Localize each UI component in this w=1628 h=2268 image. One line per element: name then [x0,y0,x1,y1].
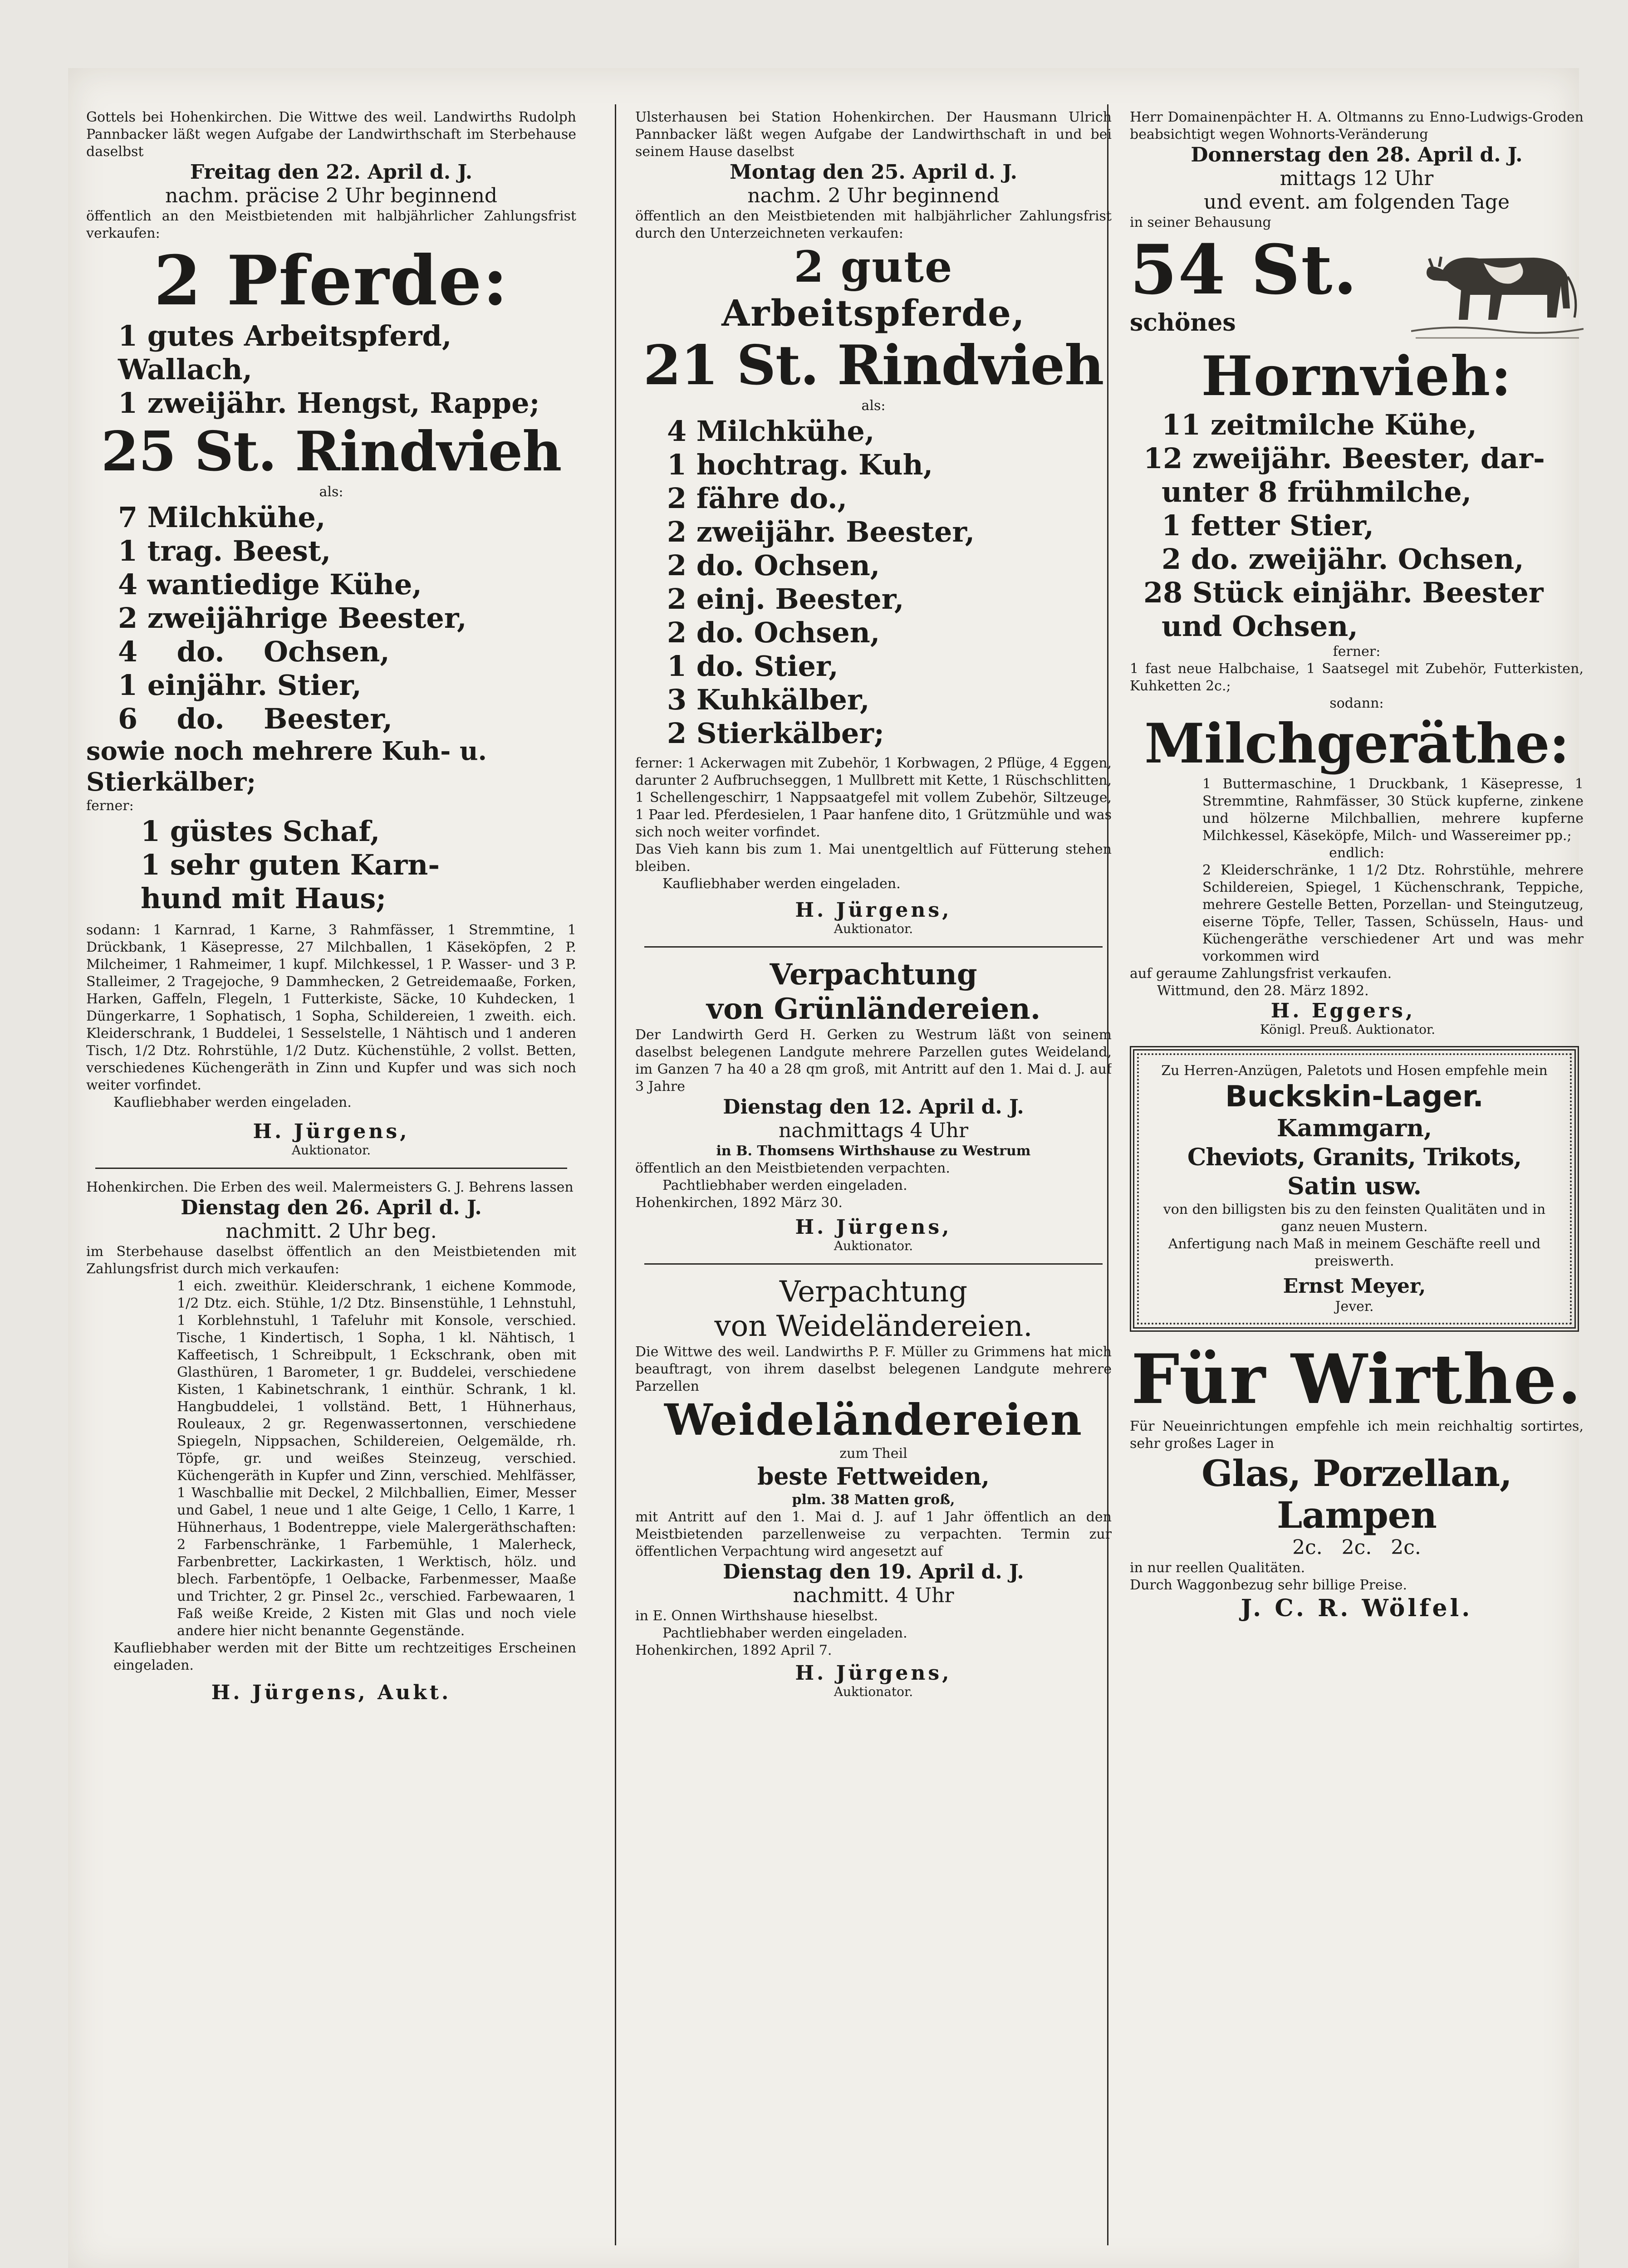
ad-body: mit Antritt auf den 1. Mai d. J. auf 1 Jahr öffentlich an den Meistbietenden parzellenweise zu verpachten. Termin zur öffentlichen Verpachtung wird angesetzt auf [635,1509,1112,1559]
ad-signature: J. C. R. Wölfel. [1241,1594,1473,1622]
list-item: 1 gutes Arbeitspferd, Wallach, [118,319,452,386]
lease-ad-weidelaendereien [635,1275,1112,1699]
ad-label: endlich: [1329,845,1384,861]
ad-time: mittags 12 Uhr [1280,167,1434,190]
ad-invite: Kaufliebhaber werden eingeladen. [113,1095,352,1110]
ad-signature: Ernst Meyer, [1283,1275,1426,1298]
auction-ad-ulsterhausen [635,109,1112,936]
list-item: 2 do. Ochsen, [667,616,880,649]
ad-divider [644,946,1103,948]
list-item: 1 zweijähr. Hengst, Rappe; [118,386,540,420]
ad-label: ferner: [86,798,134,814]
ad-label: als: [861,398,886,414]
ad-signature-title: Jever. [1335,1299,1374,1315]
list-item: 1 fetter Stier, [1162,509,1374,542]
ad-terms: öffentlich an den Meistbietenden verpachten. [635,1160,950,1176]
ad-list: 1 eich. zweithür. Kleiderschrank, 1 eichene Kommode, 1/2 Dtz. eich. Stühle, 1/2 Dtz. Binsenstühle, 1 Lehnstuhl, 1 Korblehnstuhl, 1 Tafeluhr mit Konsole, verschied. Tische, 1 Kindertisch, 1 Sopha, 1 kl. Nähtisch, 1 Kaffeetisch, 1 Schreibpult, 1 Eckschrank, oben mit Glasthüren, 1 Barometer, 1 gr. Buddelei, verschiedene Kisten, 1 Kabinetschrank, 1 einthür. Schrank, 1 kl. Hangbuddelei, 1 vollständ. Bett, 1 Hühnerhaus, Rouleaux, 2 gr. Regenwassertonnen, verschiedene Spiegeln, Nippsachen, Schildereien, Oelgemälde, rh. Töpfe, gr. und weißes Steinzeug, verschied. Küchengeräth in Kupfer und Zinn, verschied. Mehlfässer, 1 Waschballie mit Deckel, 2 Milchballien, Eimer, Messer und Gabel, 1 neue und 1 alte Geige, 1 Cello, 1 Karre, 1 Hühnerhaus, 1 Bodentreppe, viele Malergeräthschaften: 2 Farbenschränke, 1 Farbemühle, 1 Malerheck, Farbenbretter, Lackirkasten, 1 Werktisch, hölz. und blech. Farbentöpfe, 1 Oelbacke, Farbenmesser, Maaße und Trichter, 2 gr. Pinsel 2c., verschied. Farbewaaren, 1 Faß weiße Kreide, 2 Kisten mit Glas und noch viele andere hier nicht benannte Gegenstände. [177,1278,576,1639]
ad-date: Dienstag den 19. April d. J. [723,1560,1024,1584]
ad-time-next: und event. am folgenden Tage [1204,191,1510,214]
column-1 [86,109,576,2236]
ad-time: nachm. 2 Uhr beginnend [747,184,1000,207]
ad-title: Verpachtung [770,958,977,992]
ad-label: schönes [1130,309,1236,337]
ad-intro: Herr Domainenpächter H. A. Oltmanns zu Enno-Ludwigs-Groden beabsichtigt wegen Wohnorts-Veränderung [1130,109,1584,142]
auction-ad-gottels [86,109,576,1158]
ad-body: Die Wittwe des weil. Landwirths P. F. Müller zu Grimmens hat mich beauftragt, von ihrem daselbst belegenen Landgute mehrere Parzellen [635,1344,1112,1394]
ad-signature: H. Jürgens, [795,899,952,922]
ad-label: sodann: [1329,695,1384,711]
ad-signature: H. Jürgens, [795,1216,952,1239]
list-item: 1 do. Stier, [667,650,839,683]
list-item: 4 wantiedige Kühe, [118,568,422,601]
list-item: 6 do. Beester, [118,702,393,735]
ad-divider [644,1263,1103,1265]
wirthe-ad [1130,1341,1584,1623]
list-item: 2 einj. Beester, [667,582,904,616]
ad-body: Für Neueinrichtungen empfehle ich mein reichhaltig sortirtes, sehr großes Lager in [1130,1418,1584,1452]
list-item: 2 do. Ochsen, [667,549,880,582]
ad-terms: öffentlich an den Meistbietenden mit halbjährlicher Zahlungsfrist durch den Unterzeichneten verkaufen: [635,208,1112,241]
ad-time: nachmitt. 2 Uhr beg. [226,1220,437,1243]
ad-divider [95,1168,567,1169]
ad-subhead: Cheviots, Granits, Trikots, [1187,1144,1522,1171]
list-item: unter 8 frühmilche, [1162,475,1472,508]
list-item: 11 zeitmilche Kühe, [1162,408,1477,441]
list-item: 2 Stierkälber; [667,717,884,750]
ad-headline: 54 St. [1130,230,1358,310]
ad-body: Durch Waggonbezug sehr billige Preise. [1130,1577,1407,1593]
column-3 [1130,109,1584,2236]
newspaper-page [68,68,1584,2268]
ad-intro: Hohenkirchen. Die Erben des weil. Malermeisters G. J. Behrens lassen [86,1179,574,1195]
column-divider [615,104,616,2245]
list-item: 28 Stück einjähr. Beester [1143,576,1544,609]
ad-subhead: Glas, Porzellan, Lampen [1201,1452,1512,1536]
ad-signature-title: Auktionator. [834,1684,913,1699]
ad-subhead: beste Fettweiden, [757,1463,990,1491]
list-item: 12 zweijähr. Beester, dar- [1143,442,1545,475]
ad-headline: Für Wirthe. [1131,1339,1582,1419]
ad-body: ferner: 1 Ackerwagen mit Zubehör, 1 Korbwagen, 2 Pflüge, 4 Eggen, darunter 2 Aufbruchseggen, 1 Mullbrett mit Kette, 1 Rüschschlitten, 1 Schellengeschirr, 1 Nappsaatgefel mit vollem Zubehör, Siltzeuge, 1 Paar led. Pferdesielen, 1 Paar hanfene dito, 1 Grützmühle und was sich noch weiter vorfindet. [635,755,1112,840]
list-item: 2 do. zweijähr. Ochsen, [1162,543,1524,576]
ad-date: Montag den 25. April d. J. [730,161,1017,184]
ad-date: Dienstag den 12. April d. J. [723,1095,1024,1119]
ad-place: in seiner Behausung [1130,215,1271,230]
ad-label: ferner: [1333,644,1381,660]
column-2 [635,109,1112,2236]
ad-place: in B. Thomsens Wirthshause zu Westrum [716,1143,1031,1159]
auction-ad-hohenkirchen [86,1179,576,1704]
list-item: 2 zweijähr. Beester, [667,515,975,548]
ad-headline: Hornvieh: [1201,344,1512,408]
cow-illustration [1411,227,1584,345]
ad-list: 1 Buttermaschine, 1 Druckbank, 1 Käsepresse, 1 Stremmtine, Rahmfässer, 30 Stück kupferne, zinkene und hölzerne Milchballien, mehrere kupferne Milchkessel, Käseköpfe, Milch- und Wassereimer pp.; [1202,776,1584,844]
ad-signature-title: Königl. Preuß. Auktionator. [1260,1022,1436,1037]
ad-dateline: Wittmund, den 28. März 1892. [1157,983,1369,999]
buckskin-ad-frame [1130,1046,1579,1332]
ad-time: nachm. präcise 2 Uhr beginnend [165,184,498,207]
ad-intro: Ulsterhausen bei Station Hohenkirchen. Der Hausmann Ulrich Pannbacker läßt wegen Aufgabe der Landwirthschaft in und bei seinem Hause daselbst [635,109,1112,160]
ad-headline: Arbeitspferde, [721,292,1025,334]
ad-intro: Zu Herren-Anzügen, Paletots und Hosen empfehle mein [1161,1063,1548,1079]
ad-invite: Pachtliebhaber werden eingeladen. [662,1625,907,1641]
ad-invite: Pachtliebhaber werden eingeladen. [662,1178,907,1193]
ad-signature: H. Jürgens, [795,1662,952,1685]
ad-title: Verpachtung [779,1275,968,1309]
ad-dateline: Hohenkirchen, 1892 April 7. [635,1642,832,1658]
ad-title: von Grünländereien. [706,992,1041,1026]
ad-place: in E. Onnen Wirthshause hieselbst. [635,1608,878,1624]
list-item: 4 Milchkühe, [667,415,875,448]
auction-ad-oltmanns [1130,109,1584,1037]
ad-size: plm. 38 Matten groß, [792,1492,955,1508]
ad-signature: H. Jürgens, Aukt. [211,1681,451,1704]
ad-signature: H. Jürgens, [253,1120,410,1143]
ad-date: Freitag den 22. April d. J. [190,161,473,184]
list-item: 1 einjähr. Stier, [118,669,362,702]
list-item: 7 Milchkühe, [118,501,326,534]
list-item: 1 trag. Beest, [118,534,331,567]
ad-label: als: [319,484,343,500]
ad-terms: auf geraume Zahlungsfrist verkaufen. [1130,966,1392,982]
ad-time: nachmittags 4 Uhr [778,1119,969,1142]
ad-dateline: Hohenkirchen, 1892 März 30. [635,1195,843,1211]
ad-body: sodann: 1 Karnrad, 1 Karne, 3 Rahmfässer, 1 Stremmtine, 1 Drückbank, 1 Käsepresse, 27 Milchballen, 1 Käseköpfen, 2 P. Milcheimer, 1 Rahmeimer, 1 kupf. Milchkessel, 1 P. Wasser- und 3 P. Stalleimer, 2 Tragejoche, 9 Dammhecken, 2 Getreidemaaße, Forken, Harken, Gaffeln, Flegeln, 1 Futterkiste, Säcke, 10 Kuhdecken, 1 Düngerkarre, 1 Sophatisch, 1 Sopha, Schildereien, 1 zweith. eich. Kleiderschrank, 1 Buddelei, 1 Sesselstelle, 1 Nähtisch und 1 anderen Tisch, 1/2 Dtz. Rohrstühle, 1/2 Dutz. Küchenstühle, 2 vollst. Betten, verschiedenes Küchengeräth in Zinn und Kupfer und was sich noch weiter vorfindet. [86,922,576,1093]
list-item: 3 Kuhkälber, [667,683,870,716]
ad-headline: 25 St. Rindvieh [101,420,562,484]
ad-headline: Weideländereien [664,1395,1083,1445]
ad-etc: 2c. 2c. 2c. [1292,1536,1421,1559]
list-item: hund mit Haus; [141,882,387,915]
ad-date: Donnerstag den 28. April d. J. [1191,143,1523,166]
ad-body: in nur reellen Qualitäten. [1130,1560,1305,1576]
ad-subhead: Satin usw. [1287,1173,1422,1200]
ad-invite: Kaufliebhaber werden mit der Bitte um rechtzeitiges Erscheinen eingeladen. [113,1640,576,1673]
ad-intro: Gottels bei Hohenkirchen. Die Wittwe des weil. Landwirths Rudolph Pannbacker läßt wegen Aufgabe der Landwirthschaft im Sterbehause daselbst [86,109,576,160]
ad-subhead: Kammgarn, [1276,1114,1432,1142]
list-item: 4 do. Ochsen, [118,635,390,668]
ad-body: Der Landwirth Gerd H. Gerken zu Westrum läßt von seinem daselbst belegenen Landgute mehrere Parzellen gutes Weideland, im Ganzen 7 ha 40 a 28 qm groß, mit Antritt auf den 1. Mai d. J. auf 3 Jahre [635,1027,1112,1095]
ad-body: von den billigsten bis zu den feinsten Qualitäten und in ganz neuen Mustern. [1163,1202,1546,1235]
ad-signature-title: Auktionator. [834,1238,913,1253]
ad-signature-title: Auktionator. [834,921,913,936]
ad-body: 1 fast neue Halbchaise, 1 Saatsegel mit Zubehör, Futterkisten, Kuhketten 2c.; [1130,661,1584,694]
list-item: 2 fähre do., [667,482,848,515]
list-item: und Ochsen, [1162,610,1358,643]
ad-title: von Weideländereien. [714,1310,1033,1343]
ad-note: Das Vieh kann bis zum 1. Mai unentgeltlich auf Fütterung stehen bleiben. [635,841,1112,875]
ad-headline: Buckskin-Lager. [1225,1080,1484,1114]
list-item: 1 sehr guten Karn- [141,848,440,881]
ad-headline: 2 Pferde: [153,241,509,321]
ad-headline: 21 St. Rindvieh [643,333,1104,397]
ad-headline: 2 gute [794,242,953,292]
list-item: 2 zweijährige Beester, [118,601,467,635]
list-item: 1 güstes Schaf, [141,815,380,848]
ad-time: nachmitt. 4 Uhr [793,1584,954,1607]
ad-date: Dienstag den 26. April d. J. [181,1196,482,1219]
ad-headline: Milchgeräthe: [1144,712,1569,776]
ad-signature-title: Auktionator. [291,1143,371,1158]
ad-invite: Kaufliebhaber werden eingeladen. [662,876,901,892]
ad-signature: H. Eggers, [1270,999,1416,1022]
ad-body: Anfertigung nach Maß in meinem Geschäfte reell und preiswerth. [1168,1236,1541,1269]
lease-ad-gruenlaendereien [635,958,1112,1253]
ad-terms: im Sterbehause daselbst öffentlich an den Meistbietenden mit Zahlungsfrist durch mich verkaufen: [86,1244,576,1277]
list-item: 1 hochtrag. Kuh, [667,448,933,481]
list-item: sowie noch mehrere Kuh- u. Stierkälber; [86,736,487,797]
ad-terms: öffentlich an den Meistbietenden mit halbjährlicher Zahlungsfrist verkaufen: [86,208,576,241]
ad-label: zum Theil [839,1446,907,1461]
ad-list: 2 Kleiderschränke, 1 1/2 Dtz. Rohrstühle, mehrere Schildereien, Spiegel, 1 Küchenschrank, Teppiche, mehrere Gestelle Betten, Porzellan- und Steingutzeug, eiserne Töpfe, Teller, Tassen, Schüsseln, Haus- und Küchengeräthe verschiedener Art und was mehr vorkommen wird [1202,862,1584,964]
